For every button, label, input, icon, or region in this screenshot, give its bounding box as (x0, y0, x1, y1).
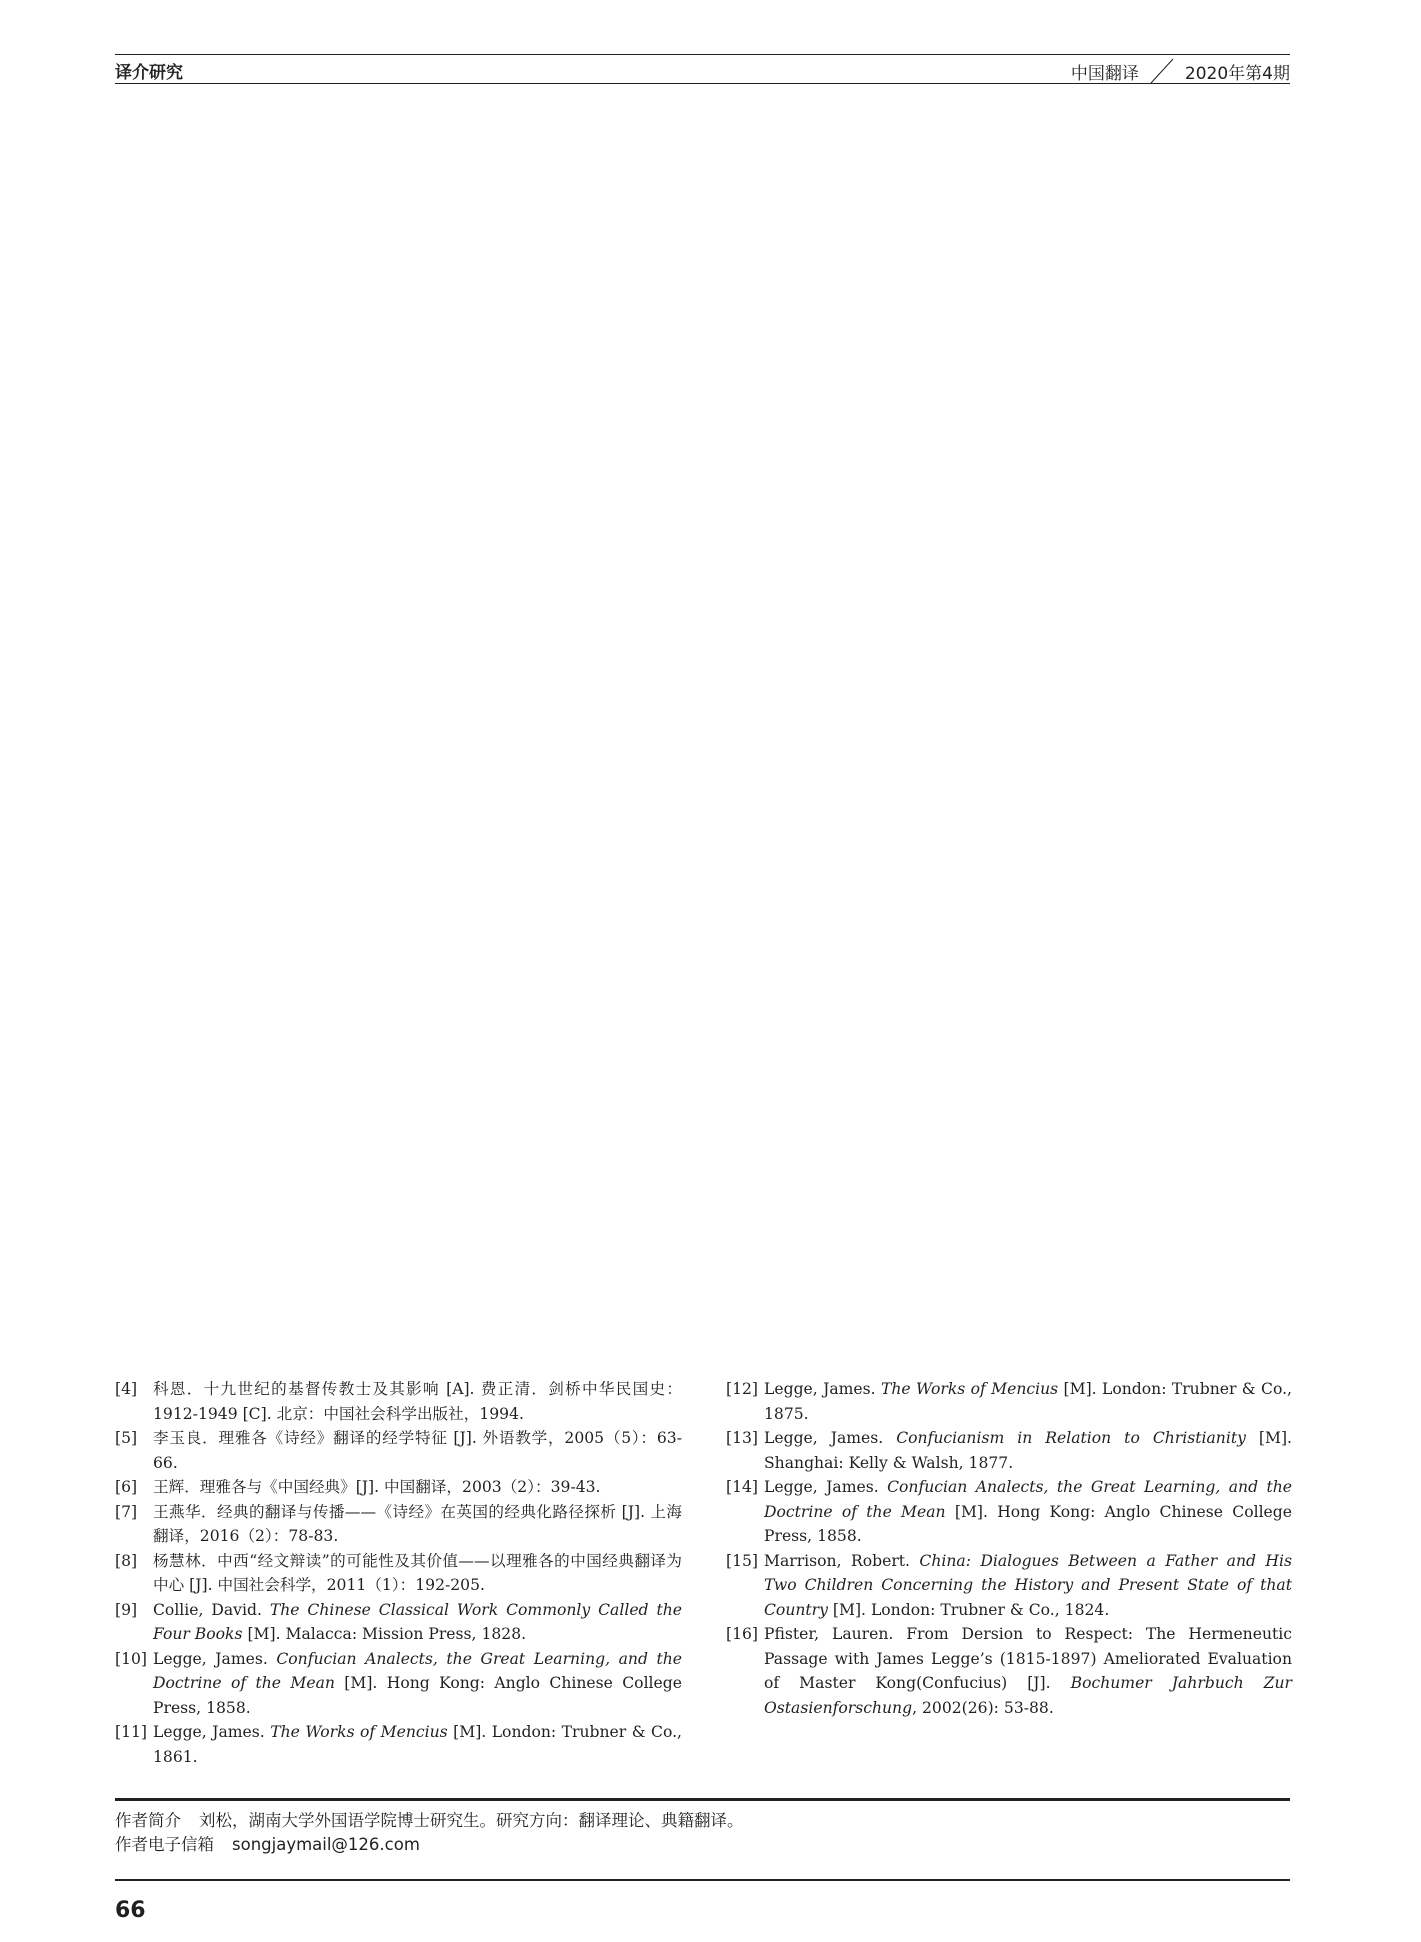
references-column-left (115, 1377, 682, 1769)
reference-text (764, 1426, 1292, 1475)
reference-text: 杨慧林．中西“经文辩读”的可能性及其价值——以理雅各的中国经典翻译为中心 [J]. 中国社会科学，2011（1）：192-205. (153, 1551, 682, 1594)
reference-part: Pfister, Lauren. From Dersion to Respect: The Hermeneutic Passage with James Legge’s (1815-1897) Ameliorated Evaluation of Master Kong(Confucius) [J]. (764, 1625, 1292, 1692)
reference-number: [10] (115, 1649, 148, 1668)
references-column-right (726, 1377, 1292, 1720)
reference-item (726, 1622, 1292, 1720)
author-intro-text: 刘松，湖南大学外国语学院博士研究生。研究方向：翻译理论、典籍翻译。 (199, 1811, 744, 1830)
reference-text: 科恩．十九世纪的基督传教士及其影响 [A]. 费正清．剑桥中华民国史：1912-1949 [C]. 北京：中国社会科学出版社，1994. (153, 1380, 682, 1423)
reference-part: [M]. Shanghai: Kelly & Walsh, 1877. (764, 1429, 1292, 1472)
footer-rule-bottom (115, 1879, 1290, 1881)
reference-part: Legge, James. (764, 1380, 881, 1398)
reference-number: [8] (115, 1551, 138, 1570)
reference-part: Marrison, Robert. (764, 1551, 920, 1570)
reference-part: Legge, James. (153, 1649, 277, 1668)
reference-text (764, 1377, 1292, 1426)
reference-part: Collie, David. (153, 1600, 270, 1619)
reference-part: [M]. London: Trubner & Co., 1824. (827, 1600, 1110, 1619)
reference-item (115, 1549, 682, 1598)
reference-title: The Works of Mencius (270, 1723, 448, 1741)
reference-item (115, 1598, 682, 1647)
reference-number: [4] (115, 1380, 138, 1398)
reference-part: [M]. Hong Kong: Anglo Chinese College Press, 1858. (153, 1674, 682, 1717)
reference-item (115, 1647, 682, 1721)
reference-item (726, 1475, 1292, 1549)
reference-text (764, 1622, 1292, 1720)
reference-title: Confucian Analects, the Great Learning, and the Doctrine of the Mean (764, 1478, 1292, 1521)
reference-text (764, 1475, 1292, 1549)
footer-rule-top (115, 1798, 1290, 1801)
reference-item (115, 1475, 682, 1500)
reference-text (764, 1549, 1292, 1623)
reference-number: [15] (726, 1551, 759, 1570)
author-intro-label: 作者简介 (115, 1811, 181, 1830)
reference-number: [6] (115, 1478, 138, 1496)
reference-number: [13] (726, 1429, 759, 1447)
reference-title: Bochumer Jahrbuch Zur Ostasienforschung (764, 1674, 1292, 1717)
reference-number: [14] (726, 1478, 759, 1496)
reference-text: 李玉良．理雅各《诗经》翻译的经学特征 [J]. 外语教学，2005（5）：63-66. (153, 1429, 682, 1472)
reference-number: [11] (115, 1723, 148, 1741)
reference-part: [M]. London: Trubner & Co., 1875. (764, 1380, 1292, 1423)
reference-number: [9] (115, 1600, 138, 1619)
reference-part: [M]. London: Trubner & Co., 1861. (153, 1723, 682, 1766)
reference-item (726, 1377, 1292, 1426)
reference-part: Legge, James. (764, 1478, 888, 1496)
running-header (115, 54, 1290, 84)
journal-name: 中国翻译 (1070, 63, 1139, 84)
reference-title: The Works of Mencius (880, 1380, 1059, 1398)
author-email-label: 作者电子信箱 (115, 1835, 214, 1854)
reference-item (115, 1500, 682, 1549)
reference-part: Legge, James. (764, 1429, 897, 1447)
reference-part: [M]. Malacca: Mission Press, 1828. (242, 1625, 527, 1643)
page-number: 66 (115, 1898, 146, 1923)
reference-item (115, 1720, 682, 1769)
reference-title: Confucianism in Relation to Christianity (896, 1429, 1246, 1447)
reference-part: , 2002(26): 53-88. (912, 1698, 1054, 1717)
author-intro (115, 1810, 744, 1832)
reference-item (726, 1426, 1292, 1475)
reference-number: [7] (115, 1502, 138, 1521)
reference-title: Confucian Analects, the Great Learning, and the Doctrine of the Mean (153, 1649, 682, 1692)
reference-item (115, 1426, 682, 1475)
slash-divider-icon (1149, 58, 1175, 84)
issue-label: 2020年第4期 (1184, 63, 1290, 84)
author-email-line (115, 1834, 420, 1856)
reference-text: 王燕华．经典的翻译与传播——《诗经》在英国的经典化路径探析 [J]. 上海翻译，2016（2）：78-83. (153, 1502, 682, 1545)
reference-title: The Chinese Classical Work Commonly Called the Four Books (153, 1600, 682, 1643)
reference-number: [12] (726, 1380, 759, 1398)
reference-number: [5] (115, 1429, 138, 1447)
reference-part: Legge, James. (153, 1723, 271, 1741)
reference-part: [M]. Hong Kong: Anglo Chinese College Press, 1858. (764, 1502, 1292, 1545)
reference-text (153, 1598, 682, 1647)
journal-info (1071, 58, 1290, 84)
reference-item (726, 1549, 1292, 1623)
reference-item (115, 1377, 682, 1426)
author-email[interactable]: songjaymail@126.com (232, 1835, 420, 1854)
reference-number: [16] (726, 1625, 759, 1643)
reference-text (153, 1647, 682, 1721)
reference-text: 王辉．理雅各与《中国经典》[J]. 中国翻译，2003（2）：39-43. (153, 1478, 601, 1496)
reference-title: China: Dialogues Between a Father and His Two Children Concerning the History and Present State of that Country (764, 1551, 1292, 1619)
reference-text (153, 1720, 682, 1769)
section-title: 译介研究 (115, 63, 183, 83)
